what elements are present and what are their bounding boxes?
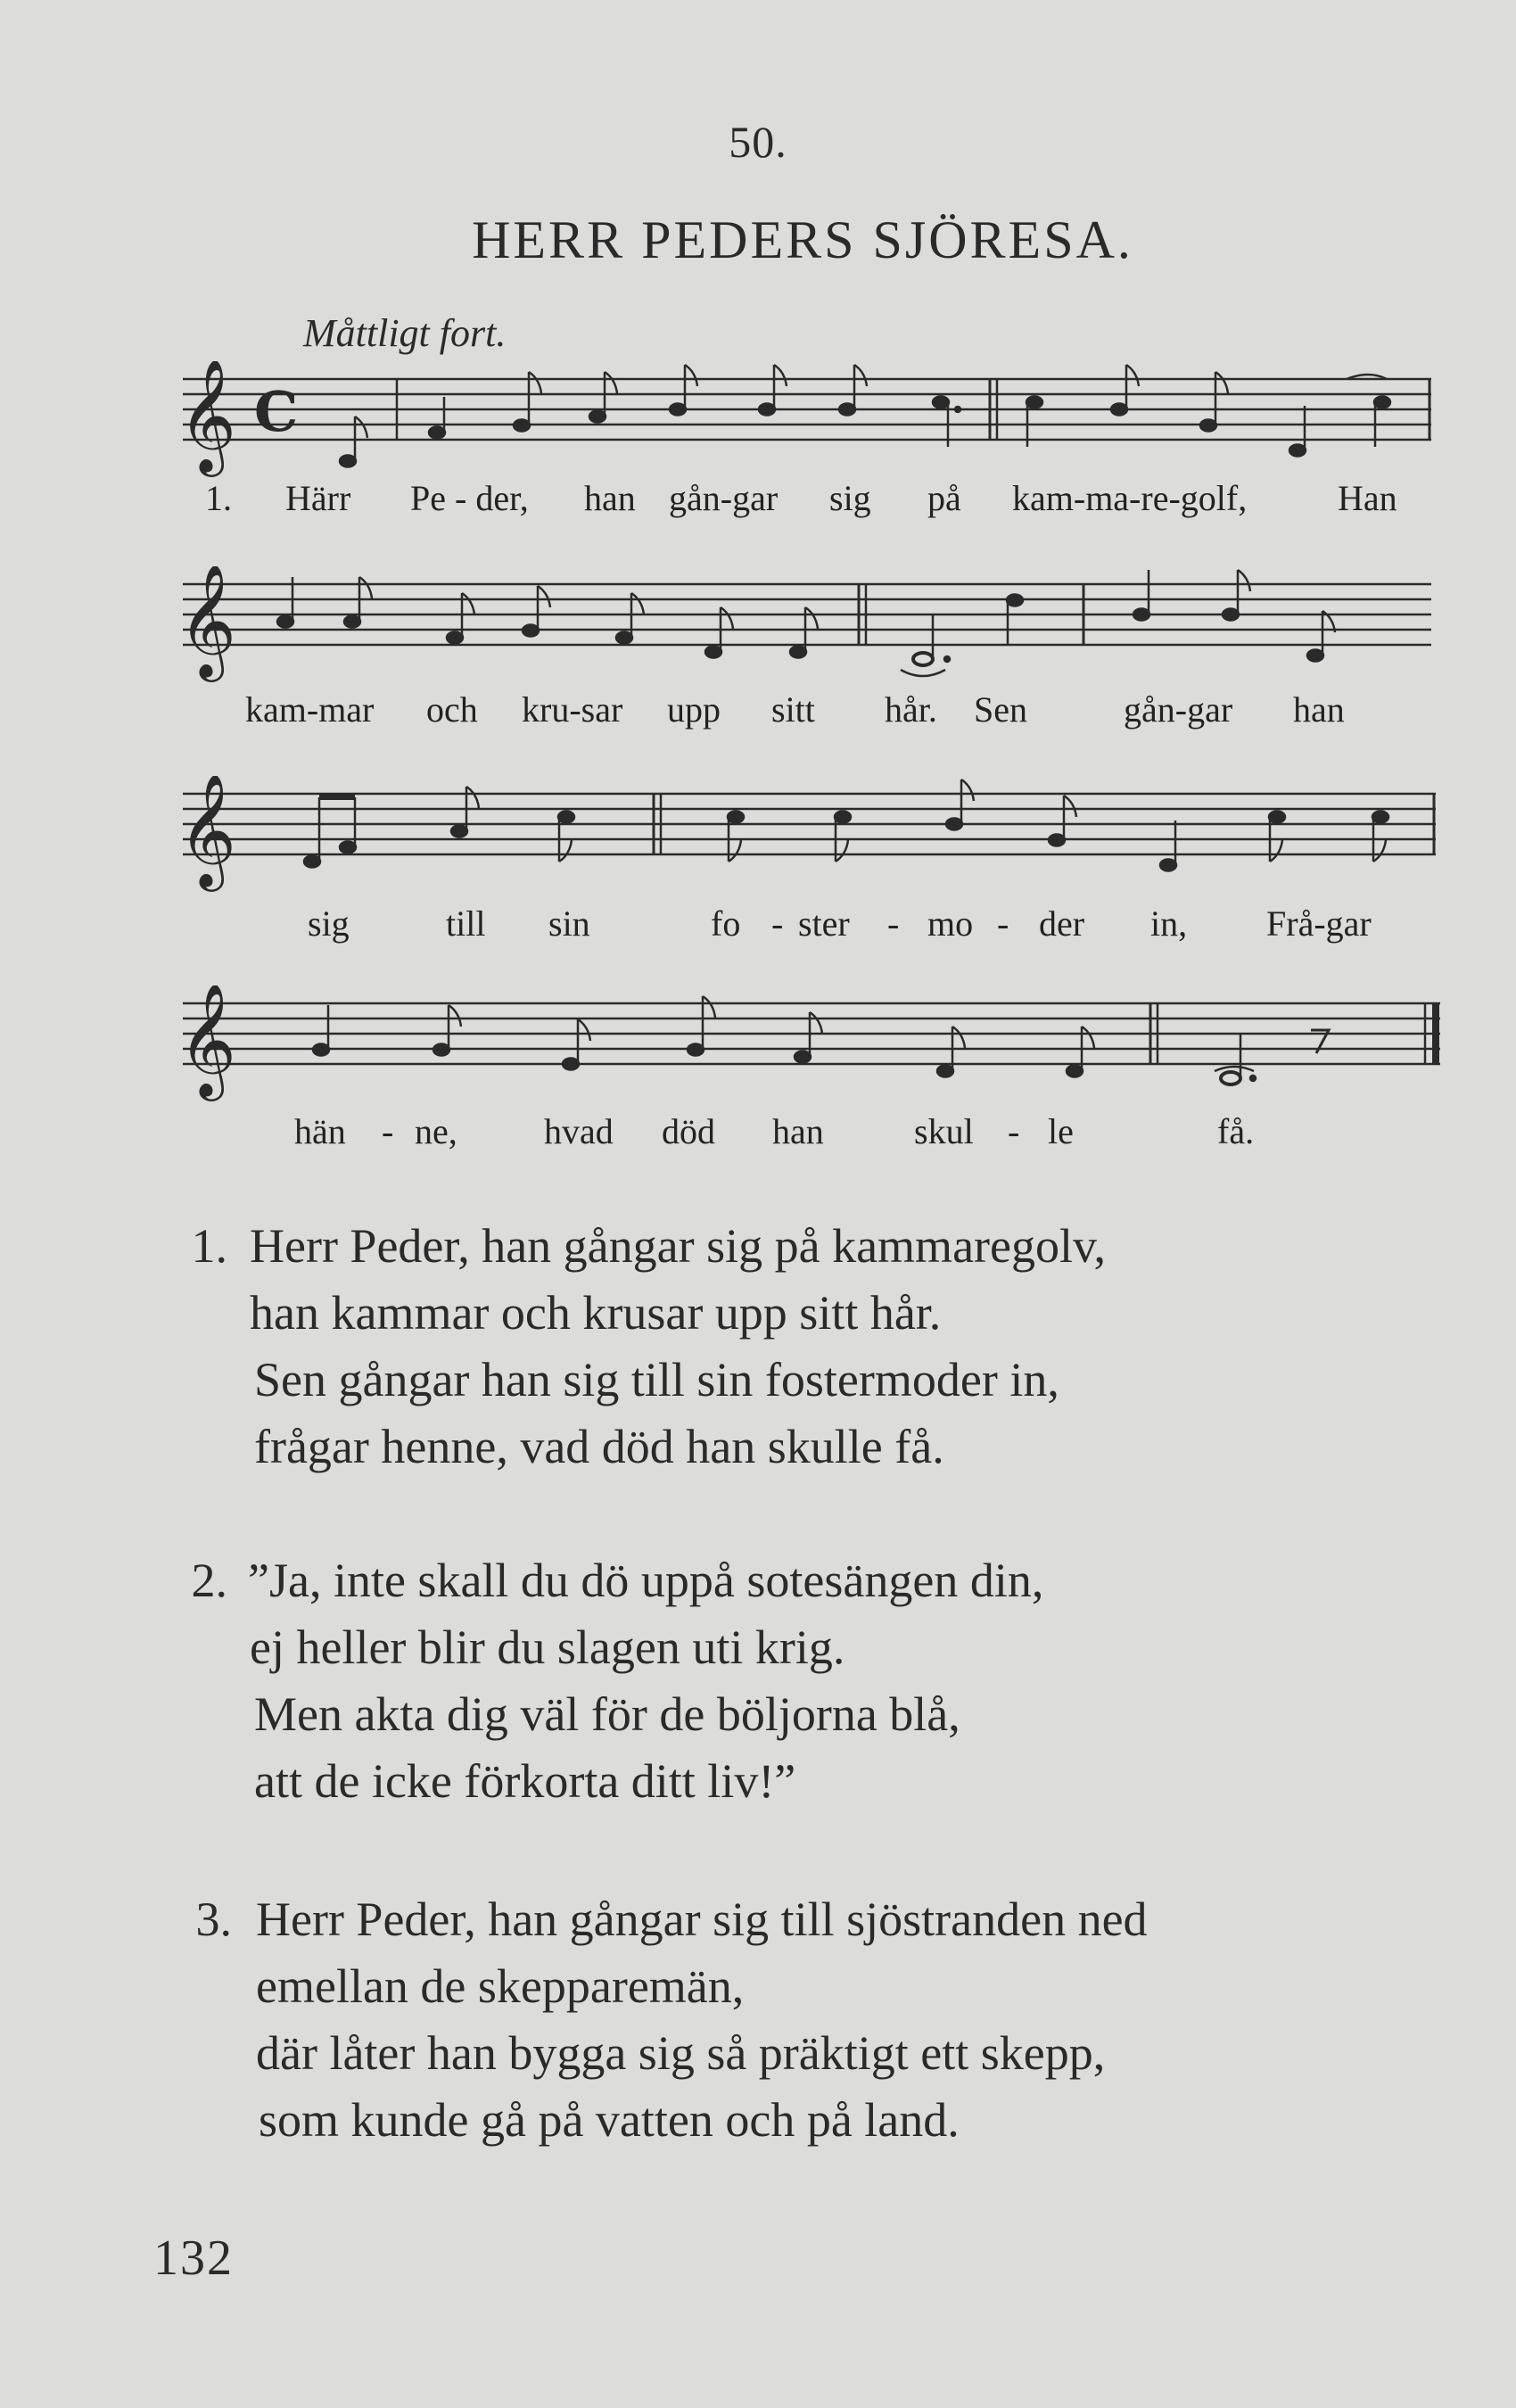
lyric-syllable: sig	[829, 478, 871, 518]
lyric-row-3	[0, 903, 1516, 956]
lyric-syllable: kam-mar	[245, 689, 375, 730]
lyric-syllable: hvad	[544, 1111, 614, 1151]
verse-line: Men akta dig väl för de böljorna blå,	[254, 1687, 960, 1741]
music-staff-row-3	[0, 776, 1516, 910]
music-staff-row-4	[0, 985, 1516, 1119]
lyric-syllable: död	[662, 1111, 715, 1151]
lyric-syllable: ne,	[415, 1111, 457, 1151]
lyric-syllable: sin	[548, 903, 590, 944]
lyric-syllable: hän	[294, 1111, 346, 1151]
lyric-row-2	[0, 689, 1516, 742]
verse-line: han kammar och krusar upp sitt hår.	[250, 1286, 942, 1340]
verse-line: Herr Peder, han gångar sig på kammaregolv,	[250, 1219, 1106, 1273]
verse-line: frågar henne, vad död han skulle få.	[254, 1420, 944, 1473]
verse-line: Sen gångar han sig till sin fostermoder in,	[254, 1353, 1059, 1406]
treble-clef-icon: 𝄞	[178, 361, 237, 472]
lyric-syllable: -	[382, 1111, 394, 1151]
lyric-syllable: mo	[927, 903, 974, 944]
verse-line: ej heller blir du slagen uti krig.	[250, 1620, 845, 1674]
lyric-syllable: -	[887, 903, 900, 944]
lyric-syllable: få.	[1217, 1111, 1255, 1151]
lyric-syllable: ster	[798, 903, 850, 944]
lyric-syllable: in,	[1150, 903, 1188, 944]
lyric-syllable: -	[771, 903, 784, 944]
tempo-marking: Måttligt fort.	[303, 311, 507, 355]
song-number: 50.	[729, 117, 787, 167]
lyric-syllable: le	[1048, 1111, 1074, 1151]
lyric-syllable: han	[772, 1111, 824, 1151]
common-time-icon: C	[254, 379, 299, 444]
lyric-syllable: hår.	[885, 689, 937, 730]
lyric-syllable: skul	[914, 1111, 974, 1151]
lyric-syllable: till	[446, 903, 486, 944]
lyric-syllable: Pe - der,	[410, 478, 529, 518]
lyric-row-4	[0, 1110, 1516, 1164]
lyric-row-1	[0, 477, 1516, 531]
lyric-syllable: gån-gar	[669, 478, 779, 518]
song-title: HERR PEDERS SJÖRESA.	[472, 210, 1133, 269]
lyric-syllable: på	[927, 478, 961, 518]
lyric-syllable: fo	[711, 903, 741, 944]
verse-line: Herr Peder, han gångar sig till sjöstranden ned	[256, 1893, 1148, 1946]
music-staff-2	[0, 566, 1516, 700]
verse-number: 1.	[191, 1219, 227, 1273]
lyric-syllable: Han	[1338, 478, 1397, 518]
lyric-syllable: Sen	[974, 689, 1027, 730]
lyric-syllable: kam-ma-re-golf,	[1012, 478, 1248, 518]
music-staff-3	[0, 776, 1516, 910]
lyric-syllable: Härr	[285, 478, 351, 518]
lyric-syllable: der	[1039, 903, 1085, 944]
lyric-syllable: kru-sar	[522, 689, 623, 730]
lyric-syllable: -	[1008, 1111, 1020, 1151]
music-staff-row-2	[0, 566, 1516, 700]
lyric-syllable: Frå-gar	[1266, 903, 1372, 944]
verse-line: ”Ja, inte skall du dö uppå sotesängen din,	[248, 1554, 1044, 1607]
lyric-syllable: sig	[308, 903, 350, 944]
lyric-syllable: upp	[667, 689, 721, 730]
music-staff-4	[0, 985, 1516, 1119]
treble-clef-icon: 𝄞	[178, 566, 237, 677]
treble-clef-icon: 𝄞	[178, 985, 237, 1096]
verse-number: 2.	[191, 1554, 227, 1607]
note-group	[277, 570, 1335, 676]
lyric-syllable: han	[1293, 689, 1345, 730]
verse-line: som kunde gå på vatten och på land.	[259, 2093, 960, 2147]
lyric-syllable: 1.	[205, 478, 232, 518]
lyric-syllable: -	[997, 903, 1009, 944]
note-group	[313, 996, 1329, 1084]
lyric-syllable: han	[584, 478, 636, 518]
verse-line: emellan de skepparemän,	[256, 1959, 745, 2013]
verse-line: där låter han bygga sig så präktigt ett skepp,	[256, 2026, 1106, 2080]
treble-clef-icon: 𝄞	[178, 776, 237, 887]
lyric-syllable: sitt	[771, 689, 815, 730]
lyric-syllable: gån-gar	[1124, 689, 1233, 730]
verse-line: att de icke förkorta ditt liv!”	[254, 1754, 796, 1808]
page-number: 132	[153, 2231, 234, 2286]
verse-number: 3.	[195, 1893, 232, 1946]
lyric-syllable: och	[426, 689, 478, 730]
